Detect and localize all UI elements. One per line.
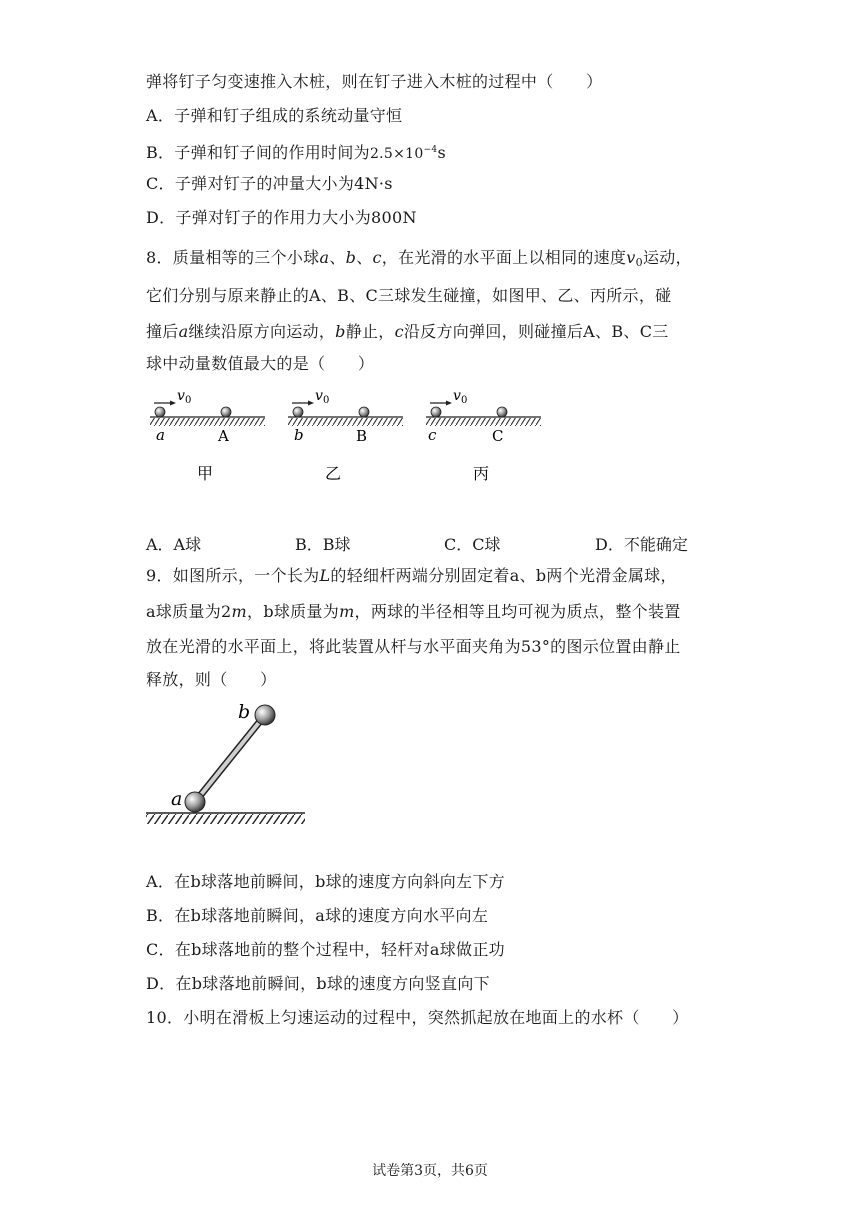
q8-option-c: C．C球: [444, 535, 501, 554]
q9-rod-figure: [140, 695, 310, 830]
q9-stem-text: 的轻细杆两端分别固定着a、b两个光滑金属球，: [330, 566, 677, 585]
q7-option-b-text: B．子弹和钉子间的作用时间为: [146, 143, 370, 162]
q8-ball-b-label: b: [345, 248, 357, 267]
q7-time-value: 2.5×10: [369, 146, 424, 162]
q9-stem-text: 9．如图所示，一个长为: [146, 566, 320, 585]
q8-fig-velocity-symbol: v: [315, 388, 323, 404]
q8-ball-a-label: a: [178, 322, 189, 341]
ball-b-label: b: [238, 701, 251, 723]
q8-stem-line-3: [146, 322, 669, 342]
q8-ball-c-label: c: [394, 322, 404, 341]
q9-stem-line-3: 放在光滑的水平面上，将此装置从杆与水平面夹角为53°的图示位置由静止: [146, 637, 681, 656]
q8-stem-text: 撞后: [146, 322, 179, 341]
q8-figure-jia: [150, 388, 265, 483]
moving-ball: [155, 407, 165, 417]
q8-stem-line-2: 它们分别与原来静止的A、B、C三球发生碰撞，如图甲、乙、丙所示，碰: [146, 286, 672, 305]
target-ball: [359, 407, 369, 417]
q9-option-d: D．在b球落地前瞬间，b球的速度方向竖直向下: [146, 974, 490, 993]
q8-stem-line-1: [146, 248, 692, 273]
q8-stem-line-4: 球中动量数值最大的是（ ）: [146, 354, 375, 373]
q7-option-c: C．子弹对钉子的冲量大小为4N·s: [146, 174, 393, 193]
q8-figure-yi: [288, 388, 403, 483]
q8-sep: 、: [329, 248, 346, 267]
q8-fig-velocity-symbol: v: [453, 388, 461, 404]
q9-stem-text: ，b球质量为: [247, 602, 340, 621]
q9-option-a: A．在b球落地前瞬间，b球的速度方向斜向左下方: [146, 872, 505, 891]
q8-ball-c-label: c: [372, 248, 382, 267]
q8-ball-b-label: b: [335, 322, 346, 341]
q9-stem-line-2: [146, 602, 681, 622]
q8-stem-text: 8．质量相等的三个小球: [146, 248, 320, 267]
q9-option-b: B．在b球落地前瞬间，a球的速度方向水平向左: [146, 906, 489, 925]
rod: [195, 715, 265, 802]
q8-stem-text: ，在光滑的水平面上以相同的速度: [381, 248, 627, 267]
q9-stem-text: ，两球的半径相等且均可视为质点，整个装置: [354, 602, 681, 621]
q8-fig-velocity-subscript: 0: [461, 395, 468, 406]
q8-velocity-symbol: v: [626, 248, 636, 267]
q8-option-d: D．不能确定: [595, 535, 688, 554]
q7-time-unit: s: [437, 143, 446, 162]
ball-a-label: a: [171, 788, 183, 810]
q7-option-d: D．子弹对钉子的作用力大小为800N: [146, 208, 417, 227]
q8-fig-caption: 丙: [473, 464, 490, 483]
q8-option-b: B．B球: [295, 535, 351, 554]
q9-mass-symbol: m: [339, 602, 355, 621]
q8-velocity-subscript: 0: [635, 256, 643, 269]
q7-option-a: A．子弹和钉子组成的系统动量守恒: [146, 106, 403, 125]
q7-stem-tail: 弹将钉子匀变速推入木桩，则在钉子进入木桩的过程中（ ）: [146, 72, 603, 91]
q8-fig-caption: 甲: [197, 464, 214, 483]
q7-time-exponent: −4: [423, 145, 438, 155]
moving-ball: [293, 407, 303, 417]
q7-option-b: [146, 140, 446, 164]
q10-stem: 10．小明在滑板上匀速运动的过程中，突然抓起放在地面上的水杯（ ）: [146, 1008, 689, 1027]
q8-fig-moving-label: a: [156, 426, 165, 444]
q8-sep: 、: [356, 248, 373, 267]
q8-stem-text: 沿反方向弹回，则碰撞后A、B、C三: [403, 322, 669, 341]
q8-fig-target-label: B: [356, 427, 368, 445]
q8-collision-figures: [140, 385, 550, 485]
q8-option-a: A．A球: [146, 535, 202, 554]
q8-fig-target-label: A: [218, 427, 229, 445]
q8-fig-caption: 乙: [325, 464, 342, 483]
q8-stem-text: 继续沿原方向运动，: [188, 322, 336, 341]
ball-a: [185, 792, 205, 812]
q9-stem-text: a球质量为2: [146, 602, 232, 621]
ground-hatch: [146, 814, 305, 824]
q8-ball-a-label: a: [319, 248, 330, 267]
target-ball: [221, 407, 231, 417]
q8-stem-text: 静止，: [345, 322, 395, 341]
q8-stem-text: 运动，: [642, 248, 692, 267]
q8-fig-velocity-symbol: v: [177, 388, 185, 404]
q8-fig-velocity-subscript: 0: [323, 395, 330, 406]
q9-mass-symbol: m: [231, 602, 248, 621]
q9-option-c: C．在b球落地前的整个过程中，轻杆对a球做正功: [146, 940, 505, 959]
q9-stem-line-4: 释放，则（ ）: [146, 670, 277, 689]
moving-ball: [431, 407, 441, 417]
q9-length-symbol: L: [319, 566, 331, 585]
q8-fig-target-label: C: [492, 427, 504, 445]
target-ball: [497, 407, 507, 417]
q8-figure-bing: [426, 388, 541, 483]
q8-fig-moving-label: c: [428, 426, 437, 444]
ball-b: [255, 705, 275, 725]
q8-fig-moving-label: b: [294, 426, 304, 444]
q9-stem-line-1: [146, 566, 677, 586]
q8-fig-velocity-subscript: 0: [185, 395, 192, 406]
page-footer: 试卷第3页，共6页: [372, 1163, 488, 1179]
